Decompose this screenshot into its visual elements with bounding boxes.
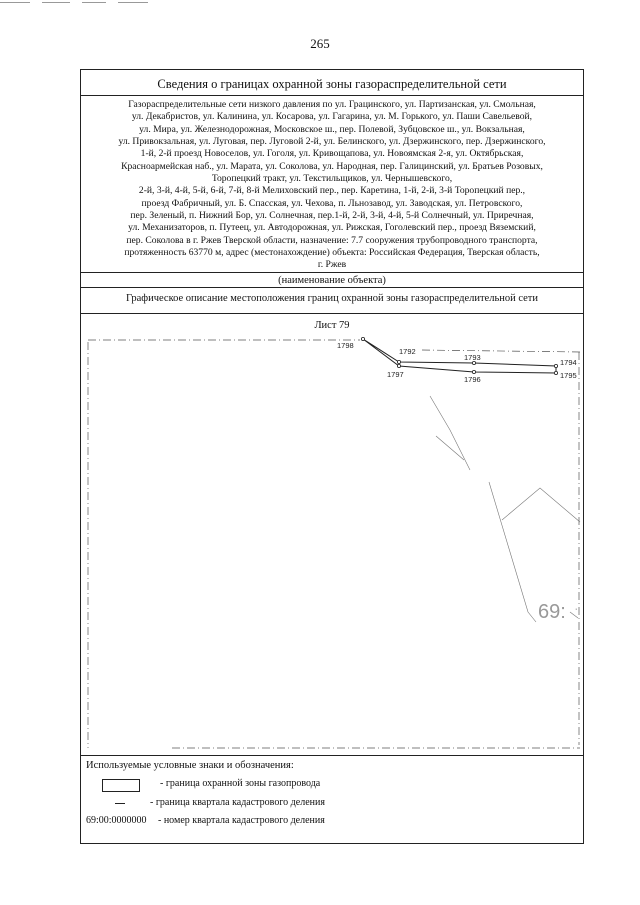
parcel-line <box>489 482 536 622</box>
boundary-point <box>397 360 400 363</box>
boundary-point-label: 1797 <box>387 370 404 379</box>
cadastral-boundaries <box>88 340 580 748</box>
legend-quarter-number-symbol: 69:00:0000000 <box>86 815 147 826</box>
parcel-line <box>502 488 580 522</box>
legend-quarter-number-text: - номер квартала кадастрового деления <box>158 815 325 826</box>
legend-title: Используемые условные знаки и обозначения: <box>86 760 294 771</box>
object-description-line: Газораспределительные сети низкого давления по ул. Грацинского, ул. Партизанская, ул. Смольная, <box>128 99 536 110</box>
boundary-point <box>554 364 557 367</box>
legend-zone-text: - граница охранной зоны газопровода <box>160 778 321 789</box>
boundary-point <box>397 364 400 367</box>
object-description-line: ул. Привокзальная, ул. Луговая, пер. Луговой 2-й, ул. Белинского, ул. Дзержинского, пер. Дзержинского, <box>118 136 546 148</box>
parcel-lines <box>430 396 580 622</box>
protection-zone-boundary <box>363 339 556 373</box>
graphic-description-title: Графическое описание местоположения границ охранной зоны газораспределительной сети <box>125 293 539 304</box>
boundary-point-label: 1795 <box>560 371 577 380</box>
quarter-number-label: 69: <box>538 601 566 623</box>
quarter-number-fragment: · <box>574 600 579 616</box>
object-description-line: г. Ржев <box>317 259 347 271</box>
boundary-point-label: 1798 <box>337 341 354 350</box>
divider <box>80 95 584 96</box>
object-caption: (наименование объекта) <box>278 275 386 286</box>
object-description-line: пер. Соколова в г. Ржев Тверской области, назначение: 7.7 сооружения трубопроводного транспорта, <box>126 234 538 246</box>
section-title: Сведения о границах охранной зоны газораспределительной сети <box>157 77 507 91</box>
boundary-point-label: 1794 <box>560 358 577 367</box>
object-description-line: Красноармейская наб., ул. Марата, ул. Соколова, ул. Народная, пер. Галицинский, ул. Братьев Розовых, <box>121 160 543 172</box>
object-description-line: Торопецкий тракт, ул. Текстильщиков, ул. Чернышевского, <box>211 173 453 185</box>
divider <box>80 313 584 314</box>
boundary-point-label: 1796 <box>464 375 481 384</box>
scan-mark <box>42 2 70 3</box>
divider <box>80 287 584 288</box>
page-number: 265 <box>310 36 330 51</box>
parcel-line <box>430 396 470 470</box>
object-description-line: ул. Декабристов, ул. Калинина, ул. Косарова, ул. Гагарина, ул. М. Горького, ул. Паши Савельевой, <box>131 111 533 123</box>
boundary-point <box>554 371 557 374</box>
quarter-boundary <box>422 350 580 352</box>
object-description-line: пер. Зеленый, п. Нижний Бор, ул. Солнечная, пер.1-й, 2-й, 3-й, 4-й, 5-й Солнечный, ул. Приречная, <box>130 210 534 222</box>
legend-zone-symbol <box>102 779 140 792</box>
scan-mark <box>118 2 148 3</box>
object-description-line: протяженность 63770 м, адрес (местонахождение) объекта: Российская Федерация, Тверская область, <box>124 247 540 259</box>
scan-mark <box>82 2 106 3</box>
object-description-line: проезд Фабричный, ул. Б. Спасская, ул. Чехова, п. Льнозавод, ул. Заводская, ул. Петровского, <box>141 197 523 209</box>
scan-mark <box>0 2 30 3</box>
boundary-map <box>80 332 584 752</box>
parcel-line <box>436 436 464 460</box>
boundary-point <box>361 337 364 340</box>
boundary-point-label: 1793 <box>464 353 481 362</box>
boundary-point-label: 1792 <box>399 347 416 356</box>
legend-quarter-line-text: - граница квартала кадастрового деления <box>150 797 325 808</box>
object-description-line: ул. Мира, ул. Железнодорожная, Московское ш., пер. Полевой, Зубцовское ш., ул. Вокзальная, <box>139 123 525 135</box>
object-description-line: ул. Механизаторов, п. Путеец, ул. Автодорожная, ул. Рижская, Гоголевский пер., проезд Вяземский, <box>128 222 536 234</box>
sheet-label: Лист 79 <box>314 320 350 331</box>
object-description-line: 2-й, 3-й, 4-й, 5-й, 6-й, 7-й, 8-й Мелиховский пер., пер. Каретина, 1-й, 2-й, 3-й Торопецкий пер., <box>138 185 526 197</box>
divider <box>80 272 584 273</box>
object-description-line: 1-й, 2-й проезд Новоселов, ул. Гоголя, ул. Кривощапова, ул. Новоямская 2-я, ул. Октябрьская, <box>140 148 524 160</box>
boundary-point <box>472 370 475 373</box>
object-description <box>84 99 580 272</box>
legend-quarter-line-symbol <box>115 803 125 804</box>
divider <box>80 755 584 756</box>
